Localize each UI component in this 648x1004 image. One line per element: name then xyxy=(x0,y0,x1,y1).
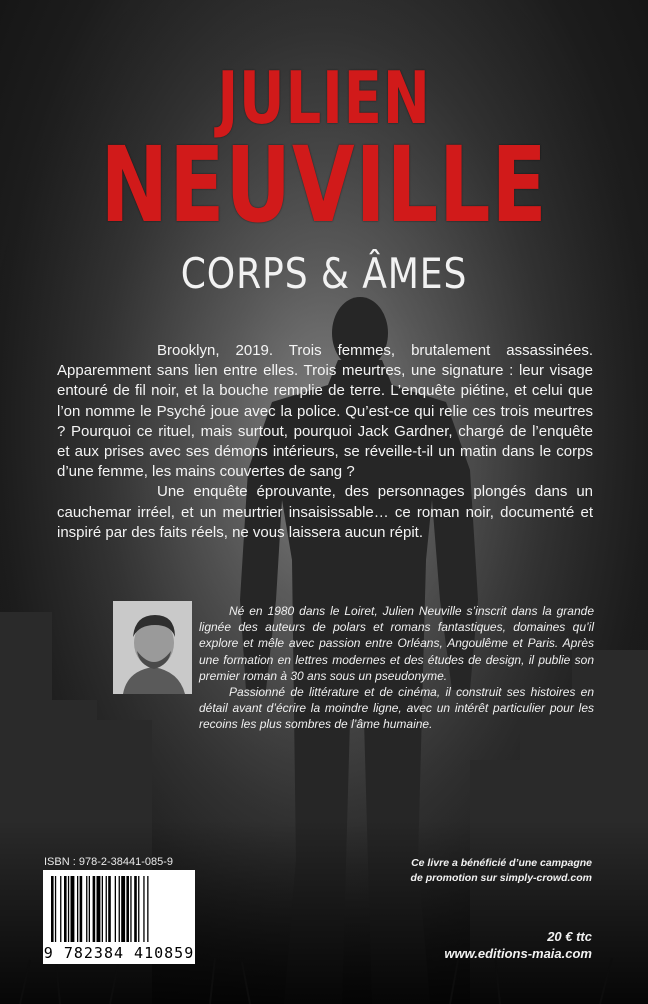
barcode-bar xyxy=(68,876,69,942)
barcode-bar xyxy=(115,876,116,942)
barcode-bar xyxy=(60,876,61,942)
barcode-bar xyxy=(93,876,96,942)
blurb-paragraph-1: Brooklyn, 2019. Trois femmes, brutalement assassinées. Apparemment sans lien entre elles. Trois meurtres, une signature : leur visage entouré de fil noir, et la bouche remplie de terre. L’enquête piétine, et celui que l’on nomme le Psyché joue avec la police. Qu’est-ce qui relie ces trois meurtres ? Pourquoi ce rituel, mais surtout, pourquoi Jack Gardner, chargé de l’enquête et aux prises avec ses démons intérieurs, se réveille-t-il un matin dans le corps d’une femme, les mains couvertes de sang ? xyxy=(57,342,593,481)
barcode-bar xyxy=(134,876,137,942)
bio-paragraph-1: Né en 1980 dans le Loiret, Julien Neuville s’inscrit dans la grande lignée des auteurs de polars et romans fantastiques, domaines qu’il explore et mêle avec passion entre Orléans, Angoulême et Paris. Après une formation en lettres modernes et des études de design, il publie son premier roman à 30 ans sous un pseudonyme. xyxy=(199,604,594,683)
barcode-bars xyxy=(49,876,189,944)
barcode-bar xyxy=(64,876,67,942)
barcode-bar xyxy=(108,876,111,942)
bio-paragraph-2: Passionné de littérature et de cinéma, il construit ses histoires en détail avant d’écrire la moindre ligne, avec un intérêt particulier pour les recoins les plus sombres de l’âme humaine. xyxy=(199,685,594,732)
barcode-bar xyxy=(55,876,56,942)
barcode-bar xyxy=(147,876,148,942)
barcode-bar xyxy=(121,876,125,942)
campaign-line-1: Ce livre a bénéficié d’une campagne xyxy=(411,857,592,869)
blurb xyxy=(57,341,593,543)
barcode-bar xyxy=(77,876,78,942)
barcode-bar xyxy=(102,876,103,942)
barcode-digits: 9 782384 410859 xyxy=(43,944,195,962)
author-first-name: JULIEN xyxy=(217,56,431,140)
barcode-bar xyxy=(106,876,107,942)
book-title: CORPS & ÂMES xyxy=(180,249,468,298)
campaign-line-2: de promotion sur simply-crowd.com xyxy=(410,872,592,884)
barcode-bar xyxy=(130,876,131,942)
blurb-paragraph-2: Une enquête éprouvante, des personnages plongés dans un cauchemar irréel, et un meurtrier insaisissable… ce roman noir, documenté et inspiré par des faits réels, ne vous laissera aucun répit. xyxy=(57,483,593,541)
barcode xyxy=(43,870,195,964)
barcode-bar xyxy=(126,876,129,942)
barcode-bar xyxy=(119,876,120,942)
price: 20 € ttc xyxy=(547,929,592,944)
barcode-bar xyxy=(51,876,54,942)
campaign-notice xyxy=(380,856,592,886)
barcode-bar xyxy=(80,876,83,942)
barcode-bar xyxy=(71,876,75,942)
barcode-bar xyxy=(89,876,90,942)
barcode-bar xyxy=(97,876,101,942)
isbn-label: ISBN : 978-2-38441-085-9 xyxy=(44,856,174,868)
author-photo xyxy=(113,601,192,694)
barcode-bar xyxy=(143,876,144,942)
publisher-website: www.editions-maia.com xyxy=(444,946,592,961)
author-portrait-icon xyxy=(113,601,192,694)
barcode-bar xyxy=(86,876,87,942)
author-bio xyxy=(199,603,594,733)
author-last-name: NEUVILLE xyxy=(100,124,548,246)
barcode-bar xyxy=(138,876,139,942)
